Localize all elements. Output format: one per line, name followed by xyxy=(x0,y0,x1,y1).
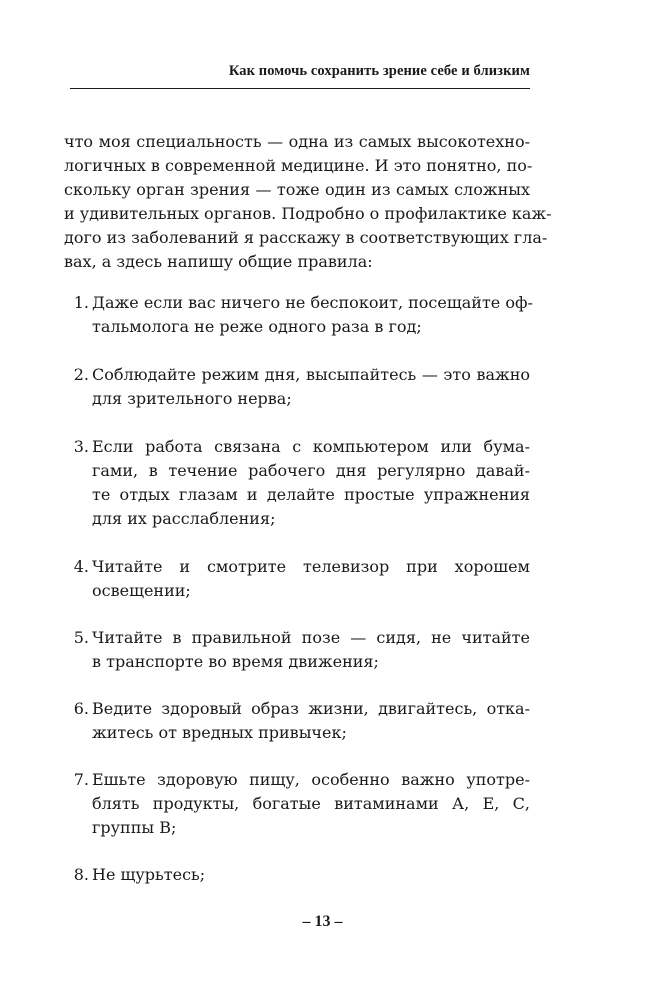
rule-line: Соблюдайте режим дня, высыпайтесь — это важно xyxy=(92,365,530,384)
rule-line: Если работа связана с компьютером или бума- xyxy=(92,437,530,456)
intro-paragraph xyxy=(64,130,552,274)
rule-number: 1. xyxy=(73,293,89,312)
rule-item-6 xyxy=(73,697,530,745)
rule-item-7 xyxy=(73,768,530,840)
rule-line: Читайте в правильной позе — сидя, не читайте xyxy=(92,628,530,647)
rule-item-8 xyxy=(73,863,530,887)
rule-line: гами, в течение рабочего дня регулярно давай- xyxy=(92,461,530,480)
header-rule xyxy=(70,88,530,89)
rule-line: житесь от вредных привычек; xyxy=(92,723,347,742)
rule-number: 3. xyxy=(73,437,89,456)
intro-line: дого из заболеваний я расскажу в соответствующих гла- xyxy=(64,228,548,247)
rule-number: 6. xyxy=(73,699,89,718)
rule-number: 2. xyxy=(73,365,89,384)
rule-number: 8. xyxy=(73,865,89,884)
intro-line: логичных в современной медицине. И это понятно, по- xyxy=(64,156,533,175)
intro-line: скольку орган зрения — тоже один из самых сложных xyxy=(64,180,530,199)
rule-line: освещении; xyxy=(92,581,191,600)
rule-line: для их расслабления; xyxy=(92,509,276,528)
intro-line: что моя специальность — одна из самых высокотехно- xyxy=(64,132,530,151)
rule-number: 7. xyxy=(73,770,89,789)
intro-line: и удивительных органов. Подробно о профилактике каж- xyxy=(64,204,552,223)
rule-line: Даже если вас ничего не беспокоит, посещайте оф- xyxy=(92,293,533,312)
rule-line: блять продукты, богатые витаминами А, Е, С, xyxy=(92,794,530,813)
intro-line: вах, а здесь напишу общие правила: xyxy=(64,252,373,271)
rule-line: Читайте и смотрите телевизор при хорошем xyxy=(92,557,530,576)
rule-item-2 xyxy=(73,363,530,411)
rule-line: Не щурьтесь; xyxy=(92,865,206,884)
rule-line: те отдых глазам и делайте простые упражнения xyxy=(92,485,530,504)
rule-line: в транспорте во время движения; xyxy=(92,652,379,671)
rule-line: Ешьте здоровую пищу, особенно важно употре- xyxy=(92,770,530,789)
rule-number: 4. xyxy=(73,557,89,576)
rule-line: группы В; xyxy=(92,818,177,837)
rule-item-4 xyxy=(73,555,530,603)
rule-line: для зрительного нерва; xyxy=(92,389,292,408)
page-number: – 13 – xyxy=(302,913,343,930)
rule-item-1 xyxy=(73,291,533,339)
running-head: Как помочь сохранить зрение себе и близким xyxy=(228,63,530,79)
rule-line: тальмолога не реже одного раза в год; xyxy=(92,317,422,336)
rule-line: Ведите здоровый образ жизни, двигайтесь, отка- xyxy=(92,699,530,718)
rule-number: 5. xyxy=(73,628,89,647)
rule-item-3 xyxy=(73,435,530,531)
rule-item-5 xyxy=(73,626,530,674)
